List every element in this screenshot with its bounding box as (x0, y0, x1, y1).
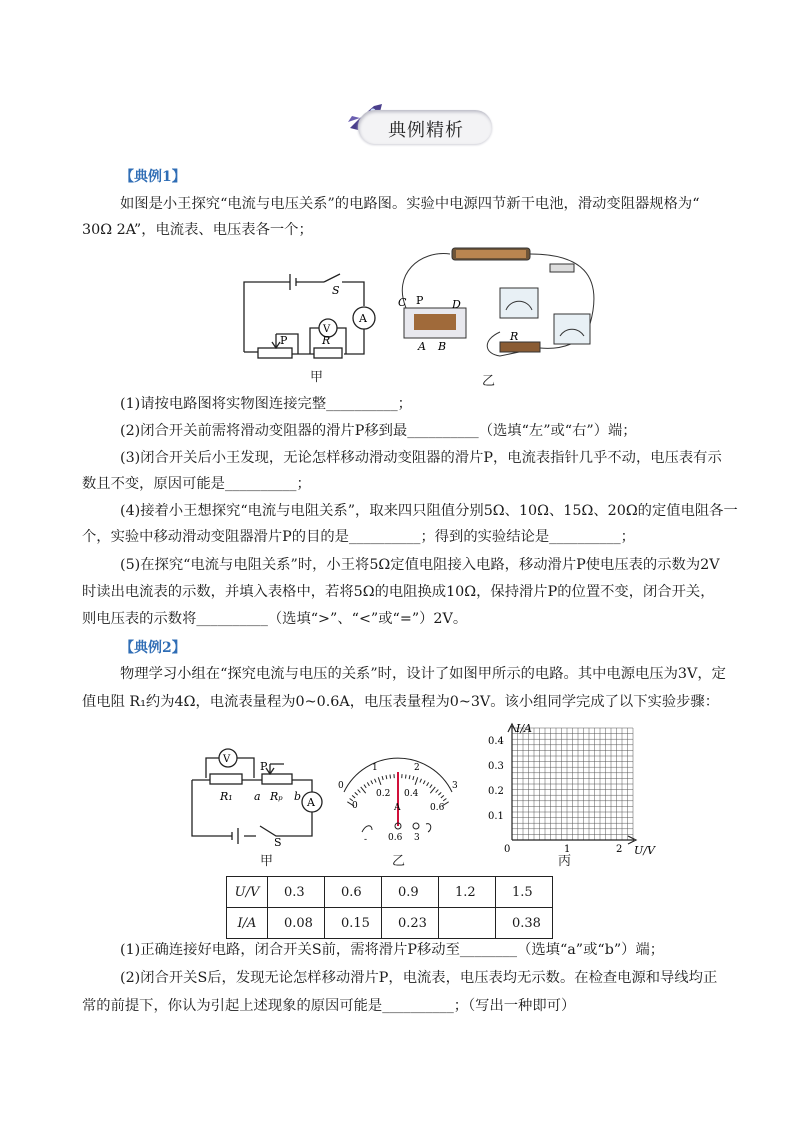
dial-tick (364, 785, 366, 788)
dial-tick (438, 792, 441, 795)
dial-tick (430, 787, 435, 793)
terminal-minus: - (364, 835, 368, 844)
dial-tick (443, 799, 446, 801)
question-line: (1)请按电路图将实物图连接完整__________； (120, 396, 412, 412)
ammeter-dial-yi (332, 752, 464, 844)
question-line: 时读出电流表的示数，并填入表格中，若将5Ω的电阻换成10Ω，保持滑片P的位置不变，闭合开关， (82, 584, 715, 600)
rp-label: Rₚ (270, 790, 283, 803)
example2-heading: 【典例2】 (120, 640, 186, 656)
table-row (227, 877, 553, 908)
dial-tick (382, 776, 383, 780)
dial-tick (352, 795, 355, 798)
dial-tick (386, 775, 387, 779)
slider-label: P (280, 334, 288, 347)
a-end-label: a (254, 790, 261, 803)
ammeter-label: A (307, 796, 315, 809)
switch-label: S (274, 836, 282, 848)
paragraph-line: 30Ω 2A”，电流表、电压表各一个； (82, 222, 313, 238)
switch-label: S (332, 284, 340, 297)
table-cell (439, 908, 496, 939)
y-tick: 0.4 (488, 736, 504, 747)
question-line: (5)在探究“电流与电阻关系”时，小王将5Ω定值电阻接入电路，移动滑片P使电压表的示数为2V (120, 557, 720, 573)
y-axis-label: I/A (516, 722, 532, 735)
voltmeter-label: V (223, 754, 231, 765)
b-end-label: b (294, 790, 302, 803)
label-r: R (510, 330, 519, 343)
table-cell: 0.38 (496, 908, 553, 939)
dial-tick (378, 777, 381, 785)
dial-tick (409, 775, 410, 779)
dial-inner-1: 0.2 (376, 789, 391, 799)
circuit-diagram-jia-1 (236, 268, 376, 366)
circuit-diagram-jia-2 (186, 740, 326, 848)
table-row-label: I/A (227, 908, 268, 939)
label-c: C (398, 296, 407, 309)
voltmeter-label: V (323, 324, 331, 335)
y-tick: 0.1 (488, 811, 504, 822)
question-line: (2)闭合开关前需将滑动变阻器的滑片P移到最__________（选填“左”或“右”）端； (120, 423, 637, 439)
dial-outer-0: 0 (338, 781, 344, 791)
data-table (226, 876, 553, 939)
question-line: (4)接着小王想探究“电流与电阻关系”，取来四只阻值分别5Ω、10Ω、15Ω、20Ω的定值电阻各一 (120, 503, 738, 519)
label-d: D (452, 298, 461, 311)
dial-tick (375, 779, 377, 783)
question-line: (1)正确连接好电路，闭合开关S前，需将滑片P移动至________（选填“a”或“b”）端； (120, 942, 665, 958)
y-tick: 0.3 (488, 761, 504, 772)
dial-tick (430, 785, 432, 788)
table-cell: 0.08 (268, 908, 325, 939)
figure-caption: 甲 (310, 370, 324, 385)
dial-outer-3: 3 (452, 781, 458, 791)
r1-label: R₁ (220, 790, 233, 803)
dial-inner-2: 0.4 (404, 789, 419, 799)
dial-tick (427, 782, 429, 785)
table-row (227, 908, 553, 939)
dial-tick (390, 775, 391, 779)
example1-heading: 【典例1】 (120, 169, 186, 185)
x-tick: 1 (564, 844, 571, 855)
question-line: 则电压表的示数将__________（选填“>”、“<”或“=”）2V。 (82, 611, 468, 627)
dial-tick (367, 782, 369, 785)
slider-label: P (260, 760, 268, 773)
table-row-label: U/V (227, 877, 268, 908)
resistor-label: R (322, 334, 331, 347)
question-line: (2)闭合开关S后，发现无论怎样移动滑片P，电流表，电压表均无示数。在检查电源和导线均正 (120, 970, 718, 986)
table-cell: 0.6 (325, 877, 382, 908)
table-cell: 1.2 (439, 877, 496, 908)
figure-caption: 甲 (260, 854, 274, 869)
figure-caption: 乙 (482, 374, 496, 389)
dial-tick (361, 787, 366, 793)
label-p: P (416, 294, 424, 307)
ammeter-label: A (359, 312, 367, 325)
table-cell: 1.5 (496, 877, 553, 908)
dial-outer-1: 1 (372, 763, 378, 773)
dial-tick (415, 777, 418, 785)
figure-caption: 乙 (392, 854, 406, 869)
terminal-06: 0.6 (388, 833, 403, 843)
dial-tick (436, 790, 439, 793)
question-line: 数且不变，原因可能是__________； (82, 476, 311, 492)
section-title: 典例精析 (388, 120, 464, 141)
dial-tick (355, 792, 358, 795)
paragraph-line: 物理学习小组在“探究电流与电压的关系”时，设计了如图甲所示的电路。其中电源电压为3V，定 (120, 666, 726, 682)
x-axis-label: U/V (634, 844, 655, 857)
paragraph-line: 值电阻 R₁约为4Ω，电流表量程为0~0.6A，电压表量程为0~3V。该小组同学完成了以下实验步骤： (82, 694, 720, 710)
dial-tick (420, 779, 422, 783)
question-line: 常的前提下，你认为引起上述现象的原因可能是__________；（写出一种即可） (82, 998, 576, 1014)
table-cell: 0.3 (268, 877, 325, 908)
dial-tick (413, 776, 414, 780)
dial-tick (423, 780, 425, 784)
table-cell: 0.15 (325, 908, 382, 939)
dial-unit-label: A (394, 803, 401, 813)
question-line: 个，实验中移动滑动变阻器滑片P的目的是__________；得到的实验结论是__________； (82, 529, 635, 545)
x-tick: 0 (504, 844, 511, 855)
y-tick: 0.2 (488, 786, 504, 797)
terminal-3: 3 (414, 833, 420, 843)
figure-caption: 丙 (558, 854, 572, 869)
dial-tick (371, 780, 373, 784)
apparatus-drawing-yi-1 (390, 244, 610, 364)
dial-inner-3: 0.6 (430, 803, 445, 813)
x-tick: 2 (616, 844, 623, 855)
dial-tick (441, 795, 444, 798)
dial-tick (405, 775, 406, 779)
paragraph-line: 如图是小王探究“电流与电压关系”的电路图。实验中电源四节新干电池，滑动变阻器规格为“ (120, 196, 700, 212)
graph-grid-bing (484, 718, 666, 858)
dial-inner-0: 0 (352, 801, 358, 811)
dial-outer-2: 2 (414, 763, 420, 773)
label-a: A (418, 340, 426, 353)
table-cell: 0.9 (382, 877, 439, 908)
question-line: (3)闭合开关后小王发现，无论怎样移动滑动变阻器的滑片P，电流表指针几乎不动，电压表有示 (120, 450, 722, 466)
dial-tick (358, 790, 361, 793)
section-title-badge (358, 110, 492, 144)
table-cell: 0.23 (382, 908, 439, 939)
label-b: B (438, 340, 447, 353)
